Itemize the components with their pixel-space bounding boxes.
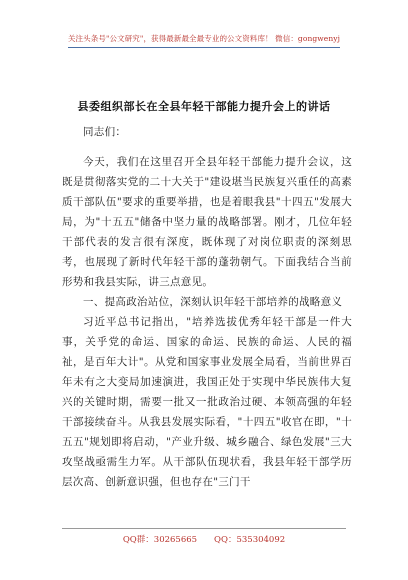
document-body — [62, 122, 352, 492]
paragraph-spacer — [62, 142, 352, 152]
document-title: 县委组织部长在全县年轻干部能力提升会上的讲话 — [77, 100, 331, 113]
footer-divider — [62, 528, 346, 529]
header-promo-text: 关注头条号"公文研究"，获得最新最全最专业的公文资料库！ 微信：gongwenyj — [67, 34, 341, 43]
header-divider — [68, 47, 340, 48]
section-heading-1: 一、提高政治站位，深刻认识年轻干部培养的战略意义 — [83, 296, 343, 308]
paragraph-section-1: 习近平总书记指出，"培养选拔优秀年轻干部是一件大事，关乎党的命运、国家的命运、民族的命运、人民的福祉，是百年大计"。从党和国家事业发展全局看，当前世界百年未有之大变局加速演进，我国正处于实现中华民族伟大复兴的关键时期，需要一批又一批政治过硬、本领高强的年轻干部接续奋斗。从我县发展实际看，"十四五"收官在即，"十五五"规划即将启动，"产业升级、城乡融合、绿色发展"三大攻坚战亟需生力军。从干部队伍现状看，我县年轻干部学历层次高、创新意识强，但也存在"三门干 — [62, 316, 352, 488]
salutation: 同志们： — [83, 126, 127, 138]
footer-contact-text: QQ群：30265665 QQ：535304092 — [122, 535, 286, 545]
paragraph-intro: 今天，我们在这里召开全县年轻干部能力提升会议，这既是贯彻落实党的二十大关于"建设堪当民族复兴重任的高素质干部队伍"要求的重要举措，也是着眼我县"十四五"发展大局，为"十五五"储备中坚力量的战略部署。刚才，几位年轻干部代表的发言很有深度，既体现了对岗位职责的深刻思考，也展现了新时代年轻干部的蓬勃朝气。下面我结合当前形势和我县实际，讲三点意见。 — [62, 156, 352, 288]
